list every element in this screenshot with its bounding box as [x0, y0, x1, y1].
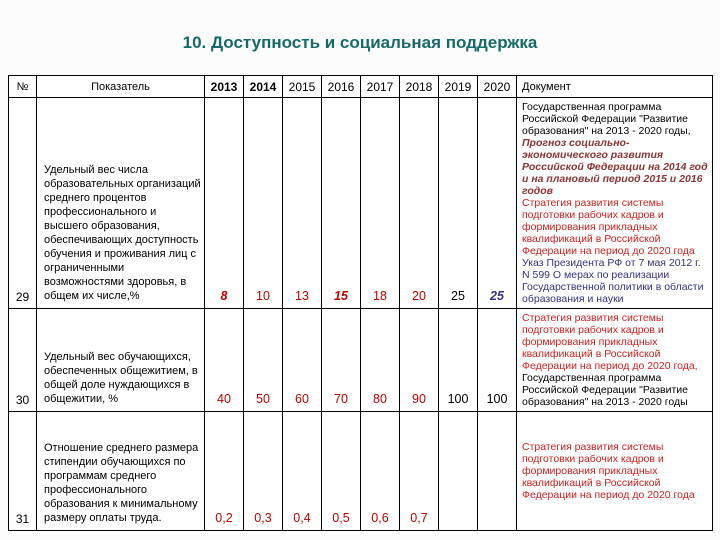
- value-cell-2020: 100: [478, 309, 517, 412]
- document-segment: Государственная программа Российской Федерации "Развитие образования" на 2013 - 2020 годы: [522, 372, 688, 408]
- value-cell-2014: 50: [244, 309, 283, 412]
- value-cell-2020: [478, 412, 517, 531]
- value-cell-2015: 0,4: [283, 412, 322, 531]
- value-cell-2013: 0,2: [205, 412, 244, 531]
- document-cell: [517, 98, 713, 309]
- table-row: [9, 412, 713, 531]
- value-cell-2016: 0,5: [322, 412, 361, 531]
- document-segment: Стратегия развития системы подготовки рабочих кадров и формирования прикладных квалификаций в Российской Федерации на период до 2020 года: [522, 197, 695, 257]
- table-body: [9, 98, 713, 531]
- document-segment: Государственная программа Российской Федерации "Развитие образования" на 2013 - 2020 годы,: [522, 101, 691, 137]
- page-title: 10. Доступность и социальная поддержка: [182, 33, 538, 52]
- column-header-2013: 2013: [205, 76, 244, 98]
- value-cell-2017: 0,6: [361, 412, 400, 531]
- document-segment: Стратегия развития системы подготовки рабочих кадров и формирования прикладных квалификаций в Российской Федерации на период до 2020 года,: [522, 312, 698, 372]
- column-header-2020: 2020: [478, 76, 517, 98]
- row-number: 30: [9, 309, 37, 412]
- column-header-indicator: Показатель: [37, 76, 205, 98]
- document-segment: Прогноз социально-экономического развития Российской Федерации на 2014 год и на плановый период 2015 и 2016 годов: [522, 137, 708, 197]
- value-cell-2017: 80: [361, 309, 400, 412]
- table-row: [9, 98, 713, 309]
- value-cell-2013: 40: [205, 309, 244, 412]
- indicators-table: [8, 75, 713, 531]
- column-header-2014: 2014: [244, 76, 283, 98]
- value-cell-2013: 8: [205, 98, 244, 309]
- value-cell-2015: 60: [283, 309, 322, 412]
- value-cell-2017: 18: [361, 98, 400, 309]
- indicator-cell: Удельный вес числа образовательных организаций среднего процентов профессионального и высшего образования, обеспечивающих доступность обучения и проживания лиц с ограниченными возможностями здоровья, в общем их числе,%: [37, 98, 205, 309]
- column-header-2019: 2019: [439, 76, 478, 98]
- value-cell-2018: 20: [400, 98, 439, 309]
- table-row: [9, 309, 713, 412]
- indicator-cell: Удельный вес обучающихся, обеспеченных общежитием, в общей доле нуждающихся в общежитии, %: [37, 309, 205, 412]
- document-segment: Указ Президента РФ от 7 мая 2012 г. N 599 О мерах по реализации Государственной политики в области образования и науки: [522, 257, 704, 305]
- row-number: 29: [9, 98, 37, 309]
- value-cell-2019: [439, 412, 478, 531]
- value-cell-2016: 70: [322, 309, 361, 412]
- column-header-2018: 2018: [400, 76, 439, 98]
- value-cell-2014: 0,3: [244, 412, 283, 531]
- column-header-2015: 2015: [283, 76, 322, 98]
- value-cell-2018: 0,7: [400, 412, 439, 531]
- document-cell: [517, 412, 713, 531]
- column-header-2017: 2017: [361, 76, 400, 98]
- row-number: 31: [9, 412, 37, 531]
- value-cell-2015: 13: [283, 98, 322, 309]
- indicator-cell: Отношение среднего размера стипендии обучающихся по программам среднего профессионального образования к минимальному размеру оплаты труда.: [37, 412, 205, 531]
- value-cell-2014: 10: [244, 98, 283, 309]
- column-header-num: №: [9, 76, 37, 98]
- value-cell-2016: 15: [322, 98, 361, 309]
- column-header-2016: 2016: [322, 76, 361, 98]
- column-header-document: Документ: [517, 76, 713, 98]
- header-row: [9, 76, 713, 98]
- document-cell: [517, 309, 713, 412]
- value-cell-2020: 25: [478, 98, 517, 309]
- document-segment: Стратегия развития системы подготовки рабочих кадров и формирования прикладных квалификаций в Российской Федерации на период до 2020 года: [522, 441, 695, 501]
- value-cell-2019: 25: [439, 98, 478, 309]
- value-cell-2019: 100: [439, 309, 478, 412]
- value-cell-2018: 90: [400, 309, 439, 412]
